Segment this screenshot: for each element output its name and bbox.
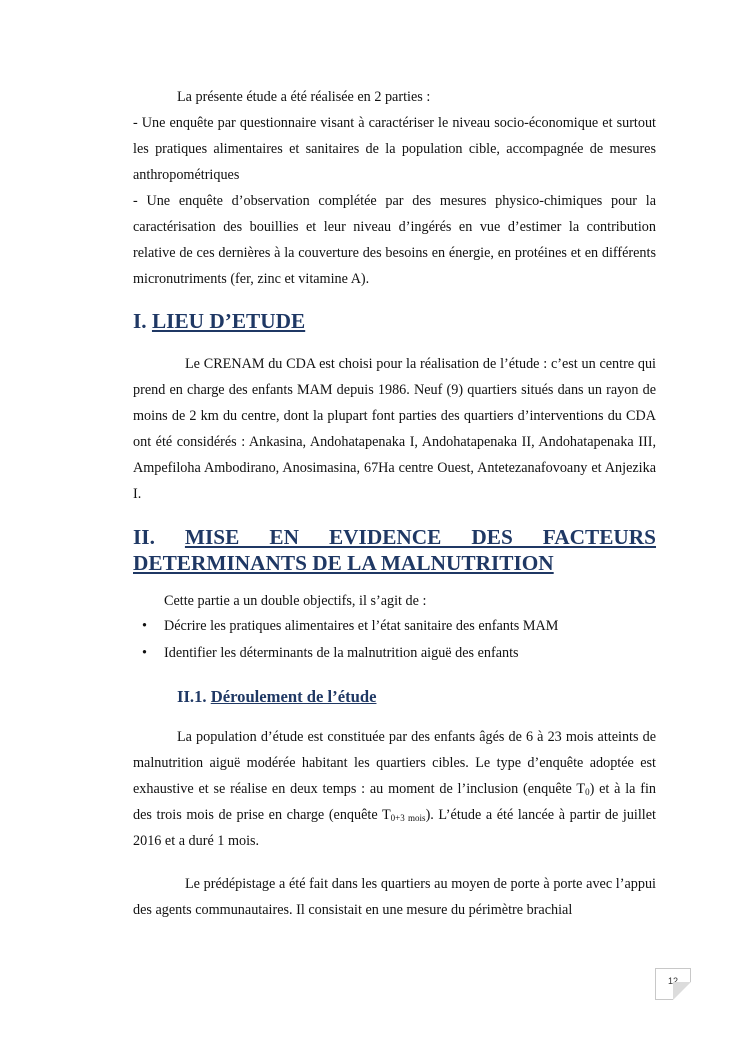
bullet-icon: • (142, 645, 147, 661)
section-1-title: LIEU D’ETUDE (151, 309, 306, 333)
section-2-title: MISE EN EVIDENCE DES FACTEURS DETERMINANTS DE LA MALNUTRITION (133, 525, 657, 575)
list-item: • Identifier les déterminants de la malnutrition aiguë des enfants (133, 640, 656, 667)
section-2-lead: Cette partie a un double objectifs, il s’agit de : (164, 593, 427, 609)
section-1-body: Le CRENAM du CDA est choisi pour la réalisation de l’étude : c’est un centre qui prend en charge des enfants MAM depuis 1986. Neuf (9) quartiers situés dans un rayon de moins de 2 km du centre, dont la plupart font parties des quartiers d’interventions du CDA ont été considérés : Ankasina, Andohatapenaka I, Andohatapenaka II, Andohatapenaka III, Ampefiloha Ambodirano, Anosimasina, 67Ha centre Ouest, Antetezanafovoany et Anjezika I. (133, 356, 656, 502)
section-1-heading (133, 308, 656, 334)
intro-item-2: - Une enquête d’observation complétée par des mesures physico-chimiques pour la caractérisation des bouillies et leur niveau d’ingérés en vue d’estimer la contribution relative de ces dernières à la couverture des besoins en énergie, en protéines et en différents micronutriments (fer, zinc et vitamine A). (133, 193, 656, 287)
intro-item-1: - Une enquête par questionnaire visant à caractériser le niveau socio-économique et surtout les pratiques alimentaires et sanitaires de la population cible, accompagnée de mesures anthropométriques (133, 115, 656, 183)
section-2-1-title: Déroulement de l’étude (210, 687, 377, 706)
bullet-icon: • (142, 618, 147, 634)
section-2-1-paragraph-1: La population d’étude est constituée par des enfants âgés de 6 à 23 mois atteints de malnutrition aiguë modérée habitant les quartiers cibles. Le type d’enquête adoptée est exhaustive et se réalise en deux temps : au moment de l’inclusion (enquête $T_0$) et à la fin des trois mois de prise en charge (enquête $T_{0+3 mois}$). L’étude a été lancée à partir de juillet 2016 et a duré 1 mois. (133, 729, 656, 849)
list-item: • Décrire les pratiques alimentaires et l’état sanitaire des enfants MAM (133, 613, 656, 640)
section-1-number: I. (133, 309, 147, 333)
objectives-list (133, 613, 656, 667)
section-2-1-paragraph-2: Le prédépistage a été fait dans les quartiers au moyen de porte à porte avec l’appui des agents communautaires. Il consistait en une mesure du périmètre brachial (133, 876, 656, 918)
page-number: 12 (655, 968, 691, 1000)
section-2-number: II. (133, 525, 155, 549)
intro-lead: La présente étude a été réalisée en 2 parties : (177, 89, 431, 105)
section-2-heading (133, 524, 656, 576)
page-fold-icon (673, 982, 691, 1000)
section-2-1-number: II.1. (177, 687, 207, 706)
section-2-1-heading (177, 684, 656, 710)
